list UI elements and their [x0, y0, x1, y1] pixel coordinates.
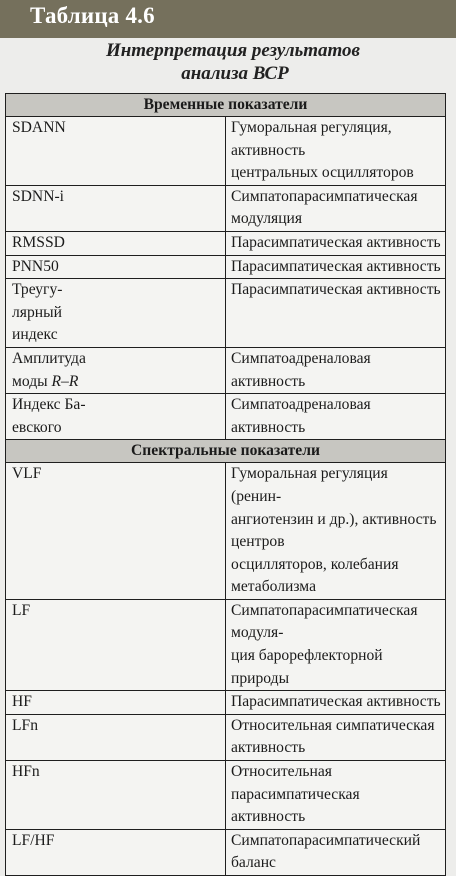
indicator-cell	[6, 463, 226, 600]
description-line: Симпатопарасимпатическая	[231, 187, 418, 205]
indicator-name: лярный	[12, 303, 62, 321]
indicator-cell	[6, 347, 226, 393]
indicator-cell	[6, 714, 226, 760]
indicator-name: LF/HF	[12, 831, 55, 849]
description-cell	[226, 117, 446, 186]
caption-line-1: Интерпретация результатов	[105, 40, 361, 61]
description-line: модуляция	[231, 210, 303, 228]
indicator-name: индекс	[12, 326, 58, 344]
indicator-name: VLF	[12, 465, 42, 483]
indicator-cell	[6, 117, 226, 186]
indicator-cell	[6, 829, 226, 875]
table-row	[6, 463, 446, 600]
description-line: ангиотензин и др.), активность центров	[231, 510, 437, 551]
indicator-name: моды	[12, 372, 52, 390]
indicator-name: Треугу-	[12, 281, 63, 299]
section-header-row	[6, 94, 446, 117]
description-cell	[226, 829, 446, 875]
indicator-name: SDNN-i	[12, 187, 64, 205]
table-row	[6, 347, 446, 393]
table-row	[6, 185, 446, 231]
description-cell	[226, 185, 446, 231]
description-line: Симпатоадреналовая активность	[231, 349, 371, 390]
indicator-cell	[6, 185, 226, 231]
indicator-name: Амплитуда	[12, 349, 86, 367]
description-line: Гуморальная регуляция (ренин-	[231, 465, 388, 505]
table-row	[6, 255, 446, 279]
description-line: Парасимпатическая активность	[231, 693, 441, 711]
indicator-cell	[6, 761, 226, 830]
description-cell	[226, 255, 446, 279]
description-cell	[226, 347, 446, 393]
indicator-cell	[6, 599, 226, 690]
table-number: Таблица 4.6	[30, 3, 155, 28]
description-cell	[226, 231, 446, 255]
description-line: Парасимпатическая активность	[231, 281, 441, 299]
description-line: Относительная парасимпатическая	[231, 763, 360, 803]
table-row	[6, 691, 446, 715]
indicator-cell	[6, 394, 226, 440]
section-header-spectral: Спектральные показатели	[6, 440, 446, 463]
description-cell	[226, 279, 446, 348]
description-line: Гуморальная регуляция, активность	[231, 119, 392, 159]
indicator-name: LF	[12, 601, 31, 619]
caption-line-2: анализа ВСР	[181, 63, 289, 84]
indicator-name-italic: R–R	[51, 372, 79, 390]
hrv-interpretation-table	[5, 93, 446, 876]
description-cell	[226, 691, 446, 715]
indicator-cell	[6, 279, 226, 348]
table-row	[6, 117, 446, 186]
table-row	[6, 599, 446, 690]
description-cell	[226, 599, 446, 690]
table-caption	[0, 39, 456, 85]
indicator-name: евского	[12, 418, 62, 436]
indicator-name: LFn	[12, 716, 38, 734]
table-title-banner	[0, 0, 456, 38]
description-cell	[226, 463, 446, 600]
indicator-name: HF	[12, 693, 32, 711]
description-line: Симпатопарасимпатический баланс	[231, 831, 421, 872]
description-line: активность	[231, 808, 306, 826]
section-header-time: Временные показатели	[6, 94, 446, 117]
description-line: активность	[231, 739, 306, 757]
table-row	[6, 761, 446, 830]
description-line: центральных осцилляторов	[231, 164, 414, 182]
description-line: Относительная симпатическая	[231, 716, 435, 734]
table-row	[6, 714, 446, 760]
section-header-row	[6, 440, 446, 463]
indicator-name: RMSSD	[12, 233, 65, 251]
indicator-cell	[6, 691, 226, 715]
description-line: ция барорефлекторной природы	[231, 647, 383, 687]
indicator-name: Индекс Ба-	[12, 396, 86, 414]
indicator-cell	[6, 255, 226, 279]
description-cell	[226, 394, 446, 440]
table-row	[6, 829, 446, 875]
description-line: осцилляторов, колебания метаболизма	[231, 555, 399, 596]
indicator-name: SDANN	[12, 119, 66, 136]
table-row	[6, 279, 446, 348]
table-row	[6, 231, 446, 255]
indicator-name: PNN50	[12, 257, 59, 275]
description-line: Симпатоадреналовая активность	[231, 396, 371, 436]
description-cell	[226, 714, 446, 760]
description-line: Симпатопарасимпатическая модуля-	[231, 601, 418, 642]
description-line: Парасимпатическая активность	[231, 257, 441, 275]
indicator-name: HFn	[12, 763, 40, 781]
description-line: Парасимпатическая активность	[231, 233, 441, 251]
table-row	[6, 394, 446, 440]
description-cell	[226, 761, 446, 830]
indicator-cell	[6, 231, 226, 255]
